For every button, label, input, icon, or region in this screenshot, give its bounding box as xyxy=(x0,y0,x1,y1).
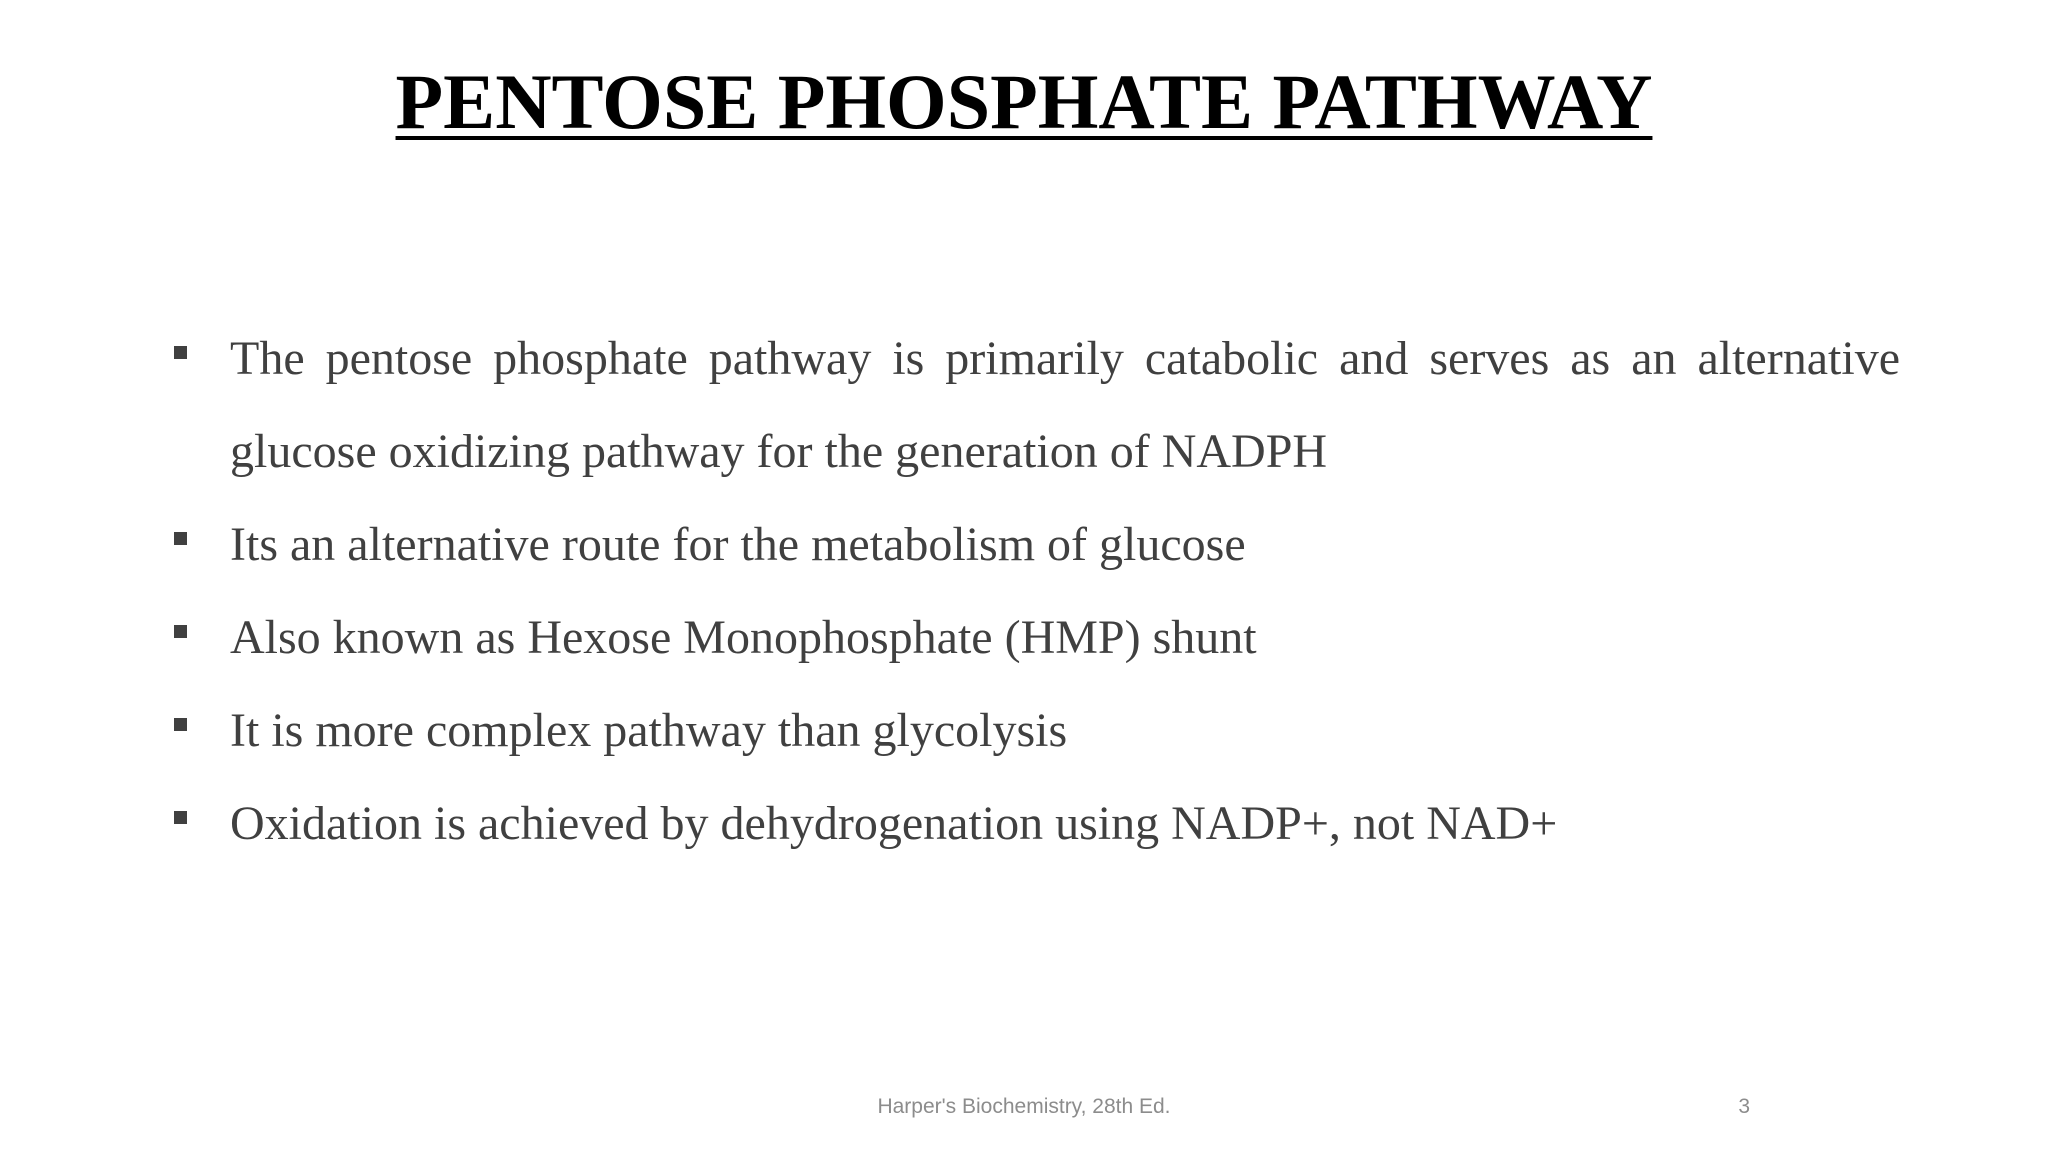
bullet-text: It is more complex pathway than glycolysis xyxy=(230,704,1068,757)
slide-title xyxy=(0,52,2048,152)
bullet-item xyxy=(170,777,1900,870)
square-bullet-icon xyxy=(174,346,187,359)
bullet-item xyxy=(170,312,1900,498)
page-number: 3 xyxy=(1738,1095,1750,1118)
slide-title-text: PENTOSE PHOSPHATE PATHWAY xyxy=(395,58,1653,145)
square-bullet-icon xyxy=(174,532,187,545)
square-bullet-icon xyxy=(174,811,187,824)
bullet-text: The pentose phosphate pathway is primarily catabolic and serves as an alternative glucose oxidizing pathway for the generation of NADPH xyxy=(230,332,1900,478)
bullet-list xyxy=(170,312,1900,870)
bullet-text: Its an alternative route for the metabolism of glucose xyxy=(230,518,1246,571)
bullet-text: Also known as Hexose Monophosphate (HMP) shunt xyxy=(230,611,1257,664)
slide-footer: Harper's Biochemistry, 28th Ed. xyxy=(877,1095,1171,1118)
bullet-text: Oxidation is achieved by dehydrogenation using NADP+, not NAD+ xyxy=(230,797,1558,850)
square-bullet-icon xyxy=(174,718,187,731)
square-bullet-icon xyxy=(174,625,187,638)
bullet-item xyxy=(170,591,1900,684)
bullet-item xyxy=(170,684,1900,777)
bullet-item xyxy=(170,498,1900,591)
